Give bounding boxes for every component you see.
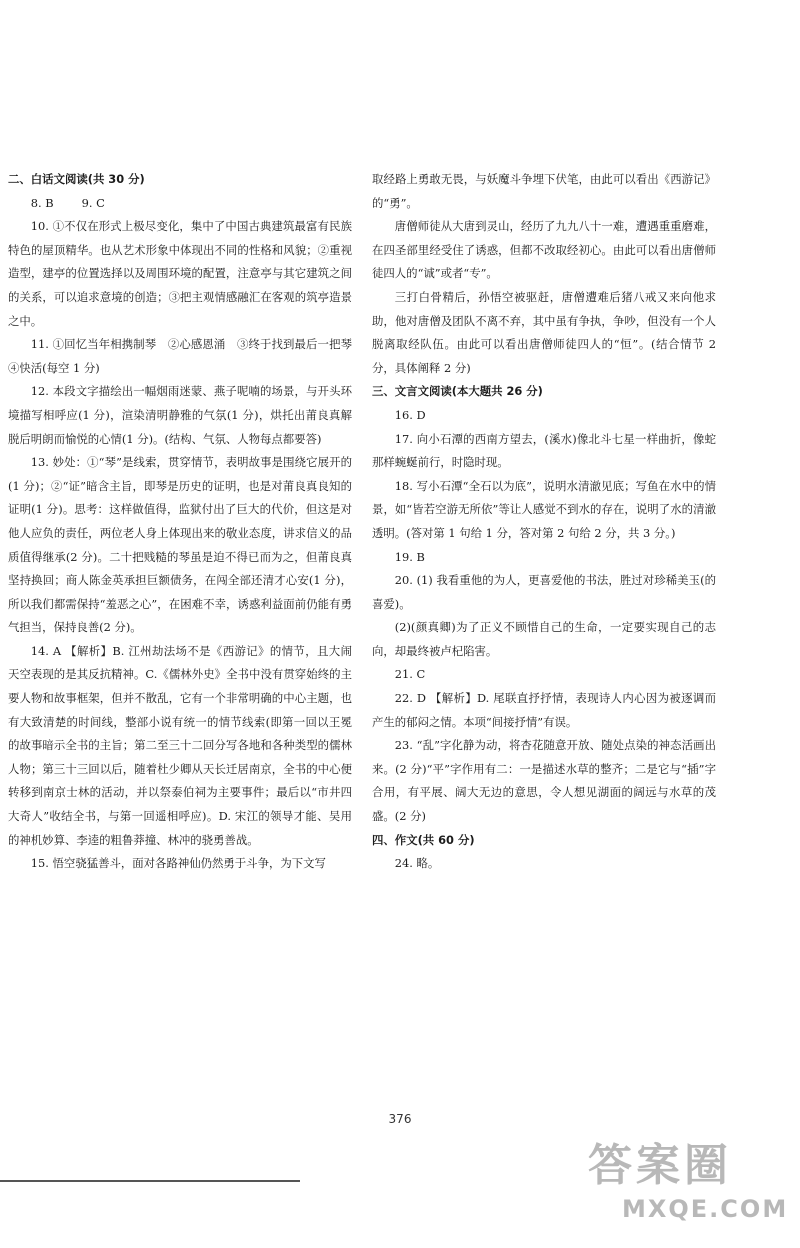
answer-16: 16. D	[394, 407, 426, 422]
section-heading-2: 二、白话文阅读(共 30 分)	[8, 172, 145, 186]
section-heading-3: 三、文言文阅读(本大题共 26 分)	[372, 384, 543, 399]
answer-14: 14. A 【解析】B. 江州劫法场不是《西游记》的情节，且大闹天空表现的是其反抗精神。C.《儒林外史》全书中没有贯穿始终的主要人物和故事框架，但并不散乱，它有一个非常明确的中心主题，也有大致清楚的时间线，整部小说有统一的情节线索(即第一回以王冕的故事暗示全书的主旨；第二至三十二回分写各地和各种类型的儒林人物；第三十三回以后，随着杜少卿从天长迁居南京，全书的中心便转移到南京士林的活动，并以祭泰伯祠为主要事件；最后以“市井四大奇人”收结全书，与第一回遥相呼应)。D. 宋江的领导才能、吴用的神机妙算、李逵的粗鲁莽撞、林冲的骁勇善战。	[8, 643, 352, 847]
answer-12: 12. 本段文字描绘出一幅烟雨迷蒙、燕子呢喃的场景，与开头环境描写相呼应(1 分)，渲染清明静雅的气氛(1 分)，烘托出莆良真解脱后明朗而愉悦的心情(1 分)。(结构、气氛、人物每点都要答)	[8, 384, 352, 446]
answers-8-9	[8, 192, 352, 216]
watermark-main-text: 答案圈	[588, 1140, 732, 1191]
watermark-url: MXQE.COM	[622, 1195, 789, 1223]
answer-21: 21. C	[394, 667, 426, 682]
answer-20-2: (2)(颜真卿)为了正义不顾惜自己的生命，一定要实现自己的志向，却最终被卢杞陷害。	[372, 620, 716, 658]
answer-13: 13. 妙处：①“琴”是线索，贯穿情节，表明故事是围绕它展开的(1 分)；②“证”暗含主旨，即琴是历史的证明，也是对莆良真良知的证明(1 分)。思考：这样做值得，监狱付出了巨大的代价，但这是对他人应负的责任，两位老人身上体现出来的敬业态度，讲求信义的品质值得继承(2 分)。二十把贱糙的琴虽是迫不得已而为之，但莆良真坚持换回；商人陈金英承担巨额债务，在闯全部还清才心安(1 分)，所以我们都需保持“羞恶之心”，在困难不幸，诱惑利益面前仍能有勇气担当，保持良善(2 分)。	[8, 455, 352, 635]
page-number: 376	[388, 1112, 412, 1126]
answer-17: 17. 向小石潭的西南方望去，(溪水)像北斗七星一样曲折，像蛇那样蜿蜒前行，时隐时现。	[372, 431, 716, 470]
answer-15-part-2: 唐僧师徒从大唐到灵山，经历了九九八十一难，遭遇重重磨难，在四圣部里经受住了诱惑，但都不改取经初心。由此可以看出唐僧师徒四人的“诚”或者“专”。	[372, 219, 716, 281]
bottom-divider	[0, 1180, 300, 1182]
right-column	[372, 168, 716, 876]
answer-24: 24. 略。	[394, 856, 440, 871]
answer-15: 15. 悟空骁猛善斗，面对各路神仙仍然勇于斗争，为下文写	[30, 856, 326, 871]
watermark-logo	[588, 1138, 789, 1238]
answer-9: 9. C	[81, 195, 105, 210]
answer-23: 23. “乱”字化静为动，将杏花随意开放、随处点染的神态活画出来。(2 分)“平”字作用有二：一是描述水草的整齐；二是它与“插”字合用，有平展、阔大无边的意思，令人想见湖面的阔远与水草的茂盛。(2 分)	[372, 738, 716, 824]
answer-8: 8. B	[30, 195, 54, 210]
section-heading-4: 四、作文(共 60 分)	[372, 832, 475, 847]
answer-10: 10. ①不仅在形式上极尽变化，集中了中国古典建筑最富有民族特色的屋顶精华。也从艺术形象中体现出不同的性格和风貌；②重视造型，建亭的位置选择以及周围环境的配置，注意亭与其它建筑之间的关系，可以追求意境的创造；③把主观情感融汇在客观的筑亭造景之中。	[8, 219, 352, 328]
answer-15-part-3: 三打白骨精后，孙悟空被驱赶，唐僧遭难后猪八戒又来向他求助，他对唐僧及团队不离不弃，其中虽有争执，争吵，但没有一个人脱离取经队伍。由此可以看出唐僧师徒四人的“恒”。(结合情节 2 分，具体阐释 2 分)	[372, 289, 716, 375]
answer-11: 11. ①回忆当年相携制琴 ②心感恩涌 ③终于找到最后一把琴 ④快活(每空 1 分)	[8, 337, 364, 375]
answer-19: 19. B	[394, 549, 425, 564]
answer-18: 18. 写小石潭“全石以为底”，说明水清澈见底；写鱼在水中的情景，如“皆若空游无所依”等让人感觉不到水的存在，说明了水的清澈透明。(答对第 1 句给 1 分，答对第 2 句给 2 分，共 3 分。)	[372, 478, 716, 540]
left-column	[8, 168, 364, 876]
answer-20-1: 20. (1) 我看重他的为人，更喜爱他的书法，胜过对珍稀美玉(的喜爱)。	[372, 573, 716, 611]
answer-22: 22. D 【解析】D. 尾联直抒抒情，表现诗人内心因为被逐调而产生的郁闷之情。本项“间接抒情”有误。	[372, 691, 716, 729]
answer-15-continued: 取经路上勇敢无畏，与妖魔斗争埋下伏笔，由此可以看出《西游记》的“勇”。	[372, 172, 716, 210]
